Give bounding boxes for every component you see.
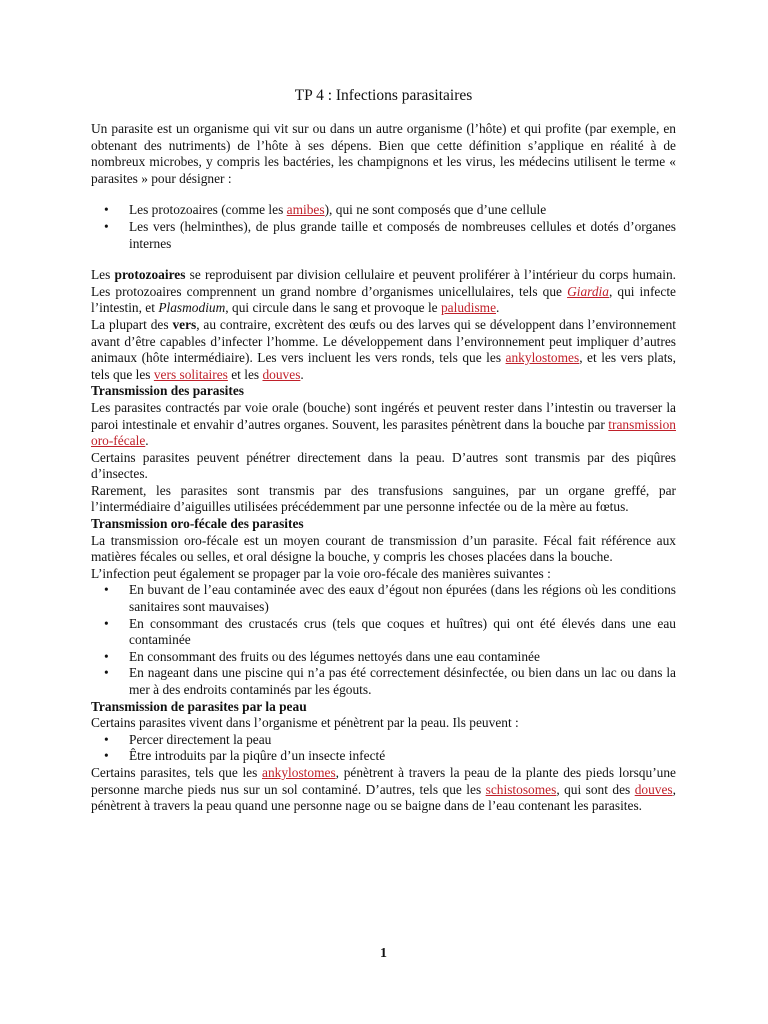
intro-paragraph: Un parasite est un organisme qui vit sur ou dans un autre organisme (l’hôte) et qui profite (par exemple, en obtenant des nutriments) de l’hôte à ses dépens. Bien que cette définition s’applique en réalité à de nombreux microbes, y compris les bactéries, les champignons et les virus, les médecins utilisent le terme « parasites » pour désigner : [91,121,676,186]
section-heading: Transmission de parasites par la peau [91,698,307,714]
list-item: • En consommant des crustacés crus (tels que coques et huîtres) qui ont été élevés dans une eau contaminée [91,616,676,649]
link-giardia[interactable]: Giardia [567,283,609,299]
transmission-paragraph: Rarement, les parasites sont transmis par des transfusions sanguines, par un organe greffé, par l’intermédiaire d’aiguilles utilisées précédemment par une personne infectée ou de la mère au fœtus. [91,482,676,515]
link-ankylostomes[interactable]: ankylostomes [505,350,580,366]
peau-ways-list [91,732,676,765]
page-number: 1 [380,946,387,961]
list-item: • Les vers (helminthes), de plus grande taille et composés de nombreuses cellules et dotés d’organes internes [91,219,676,252]
list-item: • Être introduits par la piqûre d’un insecte infecté [91,748,676,765]
link-transmission-oro-fecale[interactable]: transmission oro-fécale [91,416,676,449]
peau-paragraph: Certains parasites, tels que les ankylostomes, pénètrent à travers la peau de la plante des pieds lorsqu’une personne marche pieds nus sur un sol contaminé. D’autres, tels que les schistosomes, qui sont des douves, pénètrent à travers la peau quand une personne nage ou se baigne dans de l’eau contenant les parasites. [91,764,676,814]
link-ankylostomes[interactable]: ankylostomes [262,764,336,780]
link-amibes[interactable]: amibes [286,202,325,218]
section-heading: Transmission oro-fécale des parasites [91,516,304,532]
list-item: • Les protozoaires (comme les amibes), qui ne sont composés que d’une cellule [91,202,676,219]
peau-paragraph: Certains parasites vivent dans l’organisme et pénètrent par la peau. Ils peuvent : [91,715,519,731]
vers-paragraph: La plupart des vers, au contraire, excrètent des œufs ou des larves qui se développent dans l’environnement avant d’être capables d’infecter l’homme. Le développement dans l’environnement peut impliquer d’autres animaux (hôte intermédiaire). Les vers incluent les vers ronds, tels que les ankylostomes, et les vers plats, tels que les vers solitaires et les douves. [91,316,676,382]
protozoaires-paragraph: Les protozoaires se reproduisent par division cellulaire et peuvent proliférer à l’intérieur du corps humain. Les protozoaires comprennent un grand nombre d’organismes unicellulaires, tels que Giardia, qui infecte l’intestin, et Plasmodium, qui circule dans le sang et provoque le paludisme. [91,267,676,316]
list-item: • En nageant dans une piscine qui n’a pas été correctement désinfectée, ou bien dans un lac ou dans la mer à des endroits contaminés par les égouts. [91,665,676,698]
link-paludisme[interactable]: paludisme [440,300,497,316]
document-body [91,121,676,815]
link-vers-solitaires[interactable]: vers solitaires [153,366,228,382]
parasite-types-list [91,202,676,252]
link-schistosomes[interactable]: schistosomes [485,781,557,797]
page-title: TP 4 : Infections parasitaires [294,87,473,104]
oro-paragraph: L’infection peut également se propager par la voie oro-fécale des manières suivantes : [91,565,551,581]
transmission-paragraph: Certains parasites peuvent pénétrer directement dans la peau. D’autres sont transmis par des piqûres d’insectes. [91,449,676,482]
transmission-paragraph: Les parasites contractés par voie orale (bouche) sont ingérés et peuvent rester dans l’intestin ou traverser la paroi intestinale et envahir d’autres organes. Souvent, les parasites pénètrent dans la bouche par transmission oro-fécale. [91,399,676,449]
oro-ways-list [91,582,676,698]
section-heading: Transmission des parasites [91,383,245,399]
link-douves[interactable]: douves [634,781,673,797]
list-item: • En consommant des fruits ou des légumes nettoyés dans une eau contaminée [91,649,676,666]
link-douves[interactable]: douves [262,366,301,382]
list-item: • En buvant de l’eau contaminée avec des eaux d’égout non épurées (dans les régions où les conditions sanitaires sont mauvaises) [91,582,676,615]
oro-paragraph: La transmission oro-fécale est un moyen courant de transmission d’un parasite. Fécal fait référence aux matières fécales ou selles, et oral désigne la bouche, y compris les choses placées dans la bouche. [91,532,676,565]
list-item: • Percer directement la peau [91,732,676,749]
